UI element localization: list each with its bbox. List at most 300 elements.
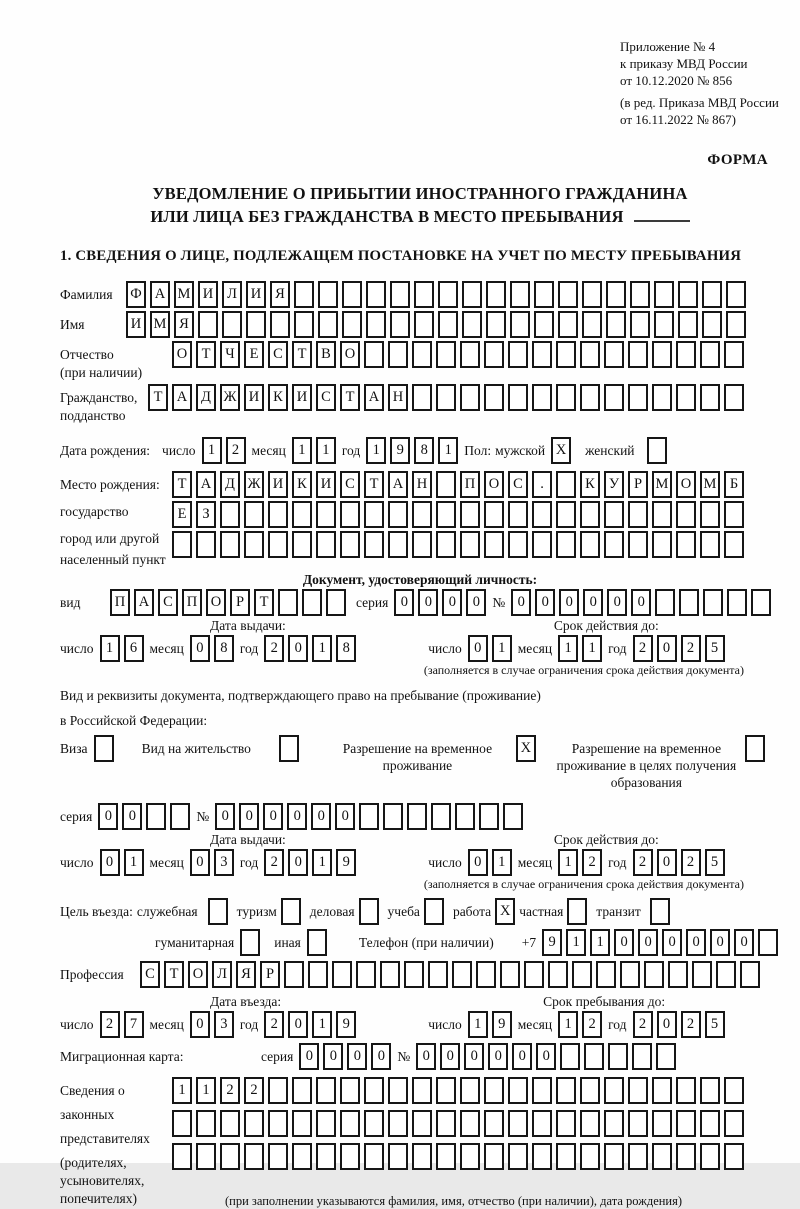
char-cell[interactable] bbox=[676, 1143, 696, 1170]
char-cell[interactable] bbox=[508, 341, 528, 368]
char-cell[interactable] bbox=[500, 961, 520, 988]
citizenship-cells[interactable] bbox=[148, 384, 744, 411]
char-cell[interactable] bbox=[532, 1110, 552, 1137]
char-cell[interactable]: 0 bbox=[288, 849, 308, 876]
res-issue-month-cells[interactable] bbox=[190, 849, 234, 876]
char-cell[interactable]: О bbox=[676, 471, 696, 498]
char-cell[interactable]: Ж bbox=[244, 471, 264, 498]
char-cell[interactable]: С bbox=[316, 384, 336, 411]
char-cell[interactable]: 0 bbox=[559, 589, 579, 616]
res-issue-day-cells[interactable] bbox=[100, 849, 144, 876]
char-cell[interactable] bbox=[438, 281, 458, 308]
char-cell[interactable] bbox=[628, 1110, 648, 1137]
char-cell[interactable] bbox=[342, 281, 362, 308]
purpose-private-checkbox[interactable] bbox=[567, 898, 587, 925]
char-cell[interactable] bbox=[745, 735, 765, 762]
char-cell[interactable] bbox=[724, 1110, 744, 1137]
char-cell[interactable]: 9 bbox=[492, 1011, 512, 1038]
char-cell[interactable] bbox=[534, 311, 554, 338]
char-cell[interactable] bbox=[364, 1143, 384, 1170]
char-cell[interactable] bbox=[596, 961, 616, 988]
char-cell[interactable] bbox=[246, 311, 266, 338]
sex-female-checkbox[interactable] bbox=[647, 437, 667, 464]
char-cell[interactable]: 0 bbox=[263, 803, 283, 830]
char-cell[interactable] bbox=[655, 589, 675, 616]
char-cell[interactable] bbox=[652, 384, 672, 411]
char-cell[interactable] bbox=[460, 1143, 480, 1170]
char-cell[interactable]: 0 bbox=[287, 803, 307, 830]
char-cell[interactable] bbox=[462, 281, 482, 308]
char-cell[interactable]: И bbox=[268, 471, 288, 498]
char-cell[interactable] bbox=[388, 531, 408, 558]
char-cell[interactable] bbox=[198, 311, 218, 338]
char-cell[interactable] bbox=[220, 501, 240, 528]
char-cell[interactable] bbox=[532, 501, 552, 528]
char-cell[interactable]: 1 bbox=[438, 437, 458, 464]
char-cell[interactable] bbox=[582, 311, 602, 338]
char-cell[interactable]: 5 bbox=[705, 1011, 725, 1038]
char-cell[interactable] bbox=[414, 281, 434, 308]
char-cell[interactable]: . bbox=[532, 471, 552, 498]
char-cell[interactable]: М bbox=[150, 311, 170, 338]
char-cell[interactable]: 9 bbox=[542, 929, 562, 956]
doc-number-cells[interactable] bbox=[511, 589, 771, 616]
char-cell[interactable] bbox=[580, 384, 600, 411]
char-cell[interactable]: 0 bbox=[511, 589, 531, 616]
char-cell[interactable] bbox=[316, 1077, 336, 1104]
char-cell[interactable]: Т bbox=[340, 384, 360, 411]
char-cell[interactable] bbox=[700, 1110, 720, 1137]
char-cell[interactable] bbox=[388, 501, 408, 528]
char-cell[interactable]: М bbox=[174, 281, 194, 308]
char-cell[interactable]: 0 bbox=[657, 635, 677, 662]
char-cell[interactable] bbox=[676, 384, 696, 411]
char-cell[interactable]: 0 bbox=[239, 803, 259, 830]
res-valid-month-cells[interactable] bbox=[558, 849, 602, 876]
char-cell[interactable] bbox=[632, 1043, 652, 1070]
char-cell[interactable] bbox=[620, 961, 640, 988]
char-cell[interactable] bbox=[436, 1110, 456, 1137]
char-cell[interactable] bbox=[452, 961, 472, 988]
char-cell[interactable]: О bbox=[206, 589, 226, 616]
char-cell[interactable]: 1 bbox=[492, 849, 512, 876]
char-cell[interactable] bbox=[268, 1077, 288, 1104]
char-cell[interactable] bbox=[414, 311, 434, 338]
char-cell[interactable] bbox=[604, 501, 624, 528]
char-cell[interactable] bbox=[524, 961, 544, 988]
char-cell[interactable]: 0 bbox=[442, 589, 462, 616]
char-cell[interactable]: И bbox=[244, 384, 264, 411]
char-cell[interactable] bbox=[716, 961, 736, 988]
char-cell[interactable]: 9 bbox=[336, 849, 356, 876]
char-cell[interactable]: Т bbox=[292, 341, 312, 368]
char-cell[interactable]: 0 bbox=[662, 929, 682, 956]
char-cell[interactable] bbox=[196, 531, 216, 558]
char-cell[interactable]: 2 bbox=[681, 635, 701, 662]
char-cell[interactable] bbox=[284, 961, 304, 988]
profession-cells[interactable] bbox=[140, 961, 760, 988]
char-cell[interactable]: 0 bbox=[418, 589, 438, 616]
char-cell[interactable] bbox=[532, 341, 552, 368]
char-cell[interactable]: 1 bbox=[558, 1011, 578, 1038]
char-cell[interactable]: 0 bbox=[440, 1043, 460, 1070]
char-cell[interactable]: 8 bbox=[214, 635, 234, 662]
char-cell[interactable]: С bbox=[508, 471, 528, 498]
char-cell[interactable] bbox=[702, 281, 722, 308]
char-cell[interactable]: 0 bbox=[686, 929, 706, 956]
char-cell[interactable]: Д bbox=[220, 471, 240, 498]
char-cell[interactable] bbox=[484, 1110, 504, 1137]
char-cell[interactable] bbox=[628, 1077, 648, 1104]
char-cell[interactable]: Я bbox=[174, 311, 194, 338]
legal-reps-row3-cells[interactable] bbox=[172, 1143, 744, 1170]
char-cell[interactable]: И bbox=[198, 281, 218, 308]
char-cell[interactable]: 0 bbox=[466, 589, 486, 616]
char-cell[interactable] bbox=[556, 384, 576, 411]
char-cell[interactable] bbox=[654, 311, 674, 338]
char-cell[interactable] bbox=[532, 1077, 552, 1104]
char-cell[interactable] bbox=[532, 1143, 552, 1170]
stay-year-cells[interactable] bbox=[633, 1011, 725, 1038]
char-cell[interactable] bbox=[484, 1077, 504, 1104]
surname-cells[interactable] bbox=[126, 281, 746, 308]
char-cell[interactable]: 5 bbox=[705, 849, 725, 876]
char-cell[interactable] bbox=[94, 735, 114, 762]
char-cell[interactable]: 1 bbox=[558, 849, 578, 876]
doc-valid-month-cells[interactable] bbox=[558, 635, 602, 662]
char-cell[interactable] bbox=[390, 311, 410, 338]
char-cell[interactable] bbox=[510, 311, 530, 338]
char-cell[interactable]: 0 bbox=[631, 589, 651, 616]
char-cell[interactable] bbox=[340, 1143, 360, 1170]
birth-day-cells[interactable] bbox=[202, 437, 246, 464]
residence-permit-checkbox[interactable] bbox=[279, 735, 299, 762]
char-cell[interactable]: 2 bbox=[582, 849, 602, 876]
char-cell[interactable] bbox=[294, 311, 314, 338]
char-cell[interactable] bbox=[390, 281, 410, 308]
char-cell[interactable] bbox=[724, 501, 744, 528]
char-cell[interactable] bbox=[604, 1143, 624, 1170]
char-cell[interactable]: 0 bbox=[347, 1043, 367, 1070]
char-cell[interactable]: А bbox=[150, 281, 170, 308]
temp-residence-checkbox[interactable] bbox=[516, 735, 536, 762]
char-cell[interactable] bbox=[388, 1077, 408, 1104]
char-cell[interactable] bbox=[281, 898, 301, 925]
char-cell[interactable]: 2 bbox=[220, 1077, 240, 1104]
char-cell[interactable]: А bbox=[172, 384, 192, 411]
char-cell[interactable] bbox=[292, 1077, 312, 1104]
char-cell[interactable]: Л bbox=[222, 281, 242, 308]
char-cell[interactable] bbox=[278, 589, 298, 616]
char-cell[interactable] bbox=[359, 803, 379, 830]
char-cell[interactable]: Е bbox=[172, 501, 192, 528]
char-cell[interactable]: И bbox=[246, 281, 266, 308]
char-cell[interactable]: Я bbox=[236, 961, 256, 988]
char-cell[interactable]: X bbox=[495, 898, 515, 925]
char-cell[interactable]: А bbox=[196, 471, 216, 498]
char-cell[interactable]: 0 bbox=[100, 849, 120, 876]
char-cell[interactable] bbox=[412, 384, 432, 411]
char-cell[interactable] bbox=[700, 384, 720, 411]
char-cell[interactable] bbox=[630, 281, 650, 308]
doc-issue-month-cells[interactable] bbox=[190, 635, 234, 662]
char-cell[interactable] bbox=[508, 1110, 528, 1137]
char-cell[interactable]: 1 bbox=[492, 635, 512, 662]
char-cell[interactable] bbox=[652, 341, 672, 368]
char-cell[interactable]: О bbox=[340, 341, 360, 368]
char-cell[interactable]: 1 bbox=[312, 849, 332, 876]
char-cell[interactable] bbox=[628, 384, 648, 411]
char-cell[interactable]: Е bbox=[244, 341, 264, 368]
purpose-official-checkbox[interactable] bbox=[208, 898, 228, 925]
char-cell[interactable] bbox=[340, 1110, 360, 1137]
char-cell[interactable] bbox=[606, 281, 626, 308]
char-cell[interactable]: 0 bbox=[190, 635, 210, 662]
char-cell[interactable] bbox=[628, 1143, 648, 1170]
char-cell[interactable] bbox=[208, 898, 228, 925]
char-cell[interactable] bbox=[558, 281, 578, 308]
char-cell[interactable] bbox=[460, 531, 480, 558]
char-cell[interactable] bbox=[462, 311, 482, 338]
char-cell[interactable] bbox=[366, 281, 386, 308]
char-cell[interactable] bbox=[268, 1110, 288, 1137]
char-cell[interactable]: 9 bbox=[390, 437, 410, 464]
birth-year-cells[interactable] bbox=[366, 437, 458, 464]
char-cell[interactable]: 7 bbox=[124, 1011, 144, 1038]
char-cell[interactable]: А bbox=[364, 384, 384, 411]
char-cell[interactable] bbox=[436, 1143, 456, 1170]
char-cell[interactable] bbox=[532, 384, 552, 411]
char-cell[interactable] bbox=[484, 1143, 504, 1170]
char-cell[interactable] bbox=[294, 281, 314, 308]
char-cell[interactable] bbox=[460, 501, 480, 528]
char-cell[interactable] bbox=[508, 531, 528, 558]
char-cell[interactable] bbox=[758, 929, 778, 956]
char-cell[interactable] bbox=[412, 1077, 432, 1104]
char-cell[interactable] bbox=[292, 501, 312, 528]
char-cell[interactable]: 0 bbox=[734, 929, 754, 956]
char-cell[interactable]: Т bbox=[196, 341, 216, 368]
char-cell[interactable]: 2 bbox=[633, 1011, 653, 1038]
char-cell[interactable]: Т bbox=[364, 471, 384, 498]
char-cell[interactable]: 3 bbox=[214, 1011, 234, 1038]
char-cell[interactable] bbox=[484, 384, 504, 411]
char-cell[interactable] bbox=[604, 1110, 624, 1137]
purpose-work-checkbox[interactable] bbox=[495, 898, 515, 925]
char-cell[interactable]: Б bbox=[724, 471, 744, 498]
char-cell[interactable]: 1 bbox=[292, 437, 312, 464]
char-cell[interactable] bbox=[366, 311, 386, 338]
char-cell[interactable] bbox=[676, 501, 696, 528]
char-cell[interactable]: 0 bbox=[416, 1043, 436, 1070]
char-cell[interactable] bbox=[316, 1110, 336, 1137]
char-cell[interactable] bbox=[455, 803, 475, 830]
char-cell[interactable] bbox=[484, 501, 504, 528]
char-cell[interactable]: Т bbox=[254, 589, 274, 616]
char-cell[interactable] bbox=[652, 501, 672, 528]
char-cell[interactable] bbox=[652, 531, 672, 558]
char-cell[interactable]: В bbox=[316, 341, 336, 368]
char-cell[interactable] bbox=[364, 531, 384, 558]
char-cell[interactable] bbox=[532, 531, 552, 558]
char-cell[interactable] bbox=[556, 1077, 576, 1104]
char-cell[interactable] bbox=[316, 531, 336, 558]
char-cell[interactable] bbox=[556, 1143, 576, 1170]
purpose-study-checkbox[interactable] bbox=[424, 898, 444, 925]
char-cell[interactable] bbox=[727, 589, 747, 616]
char-cell[interactable]: 6 bbox=[124, 635, 144, 662]
char-cell[interactable] bbox=[240, 929, 260, 956]
char-cell[interactable]: И bbox=[292, 384, 312, 411]
char-cell[interactable]: 2 bbox=[264, 635, 284, 662]
char-cell[interactable]: 0 bbox=[468, 849, 488, 876]
char-cell[interactable] bbox=[580, 1143, 600, 1170]
char-cell[interactable] bbox=[460, 341, 480, 368]
entry-month-cells[interactable] bbox=[190, 1011, 234, 1038]
char-cell[interactable] bbox=[292, 531, 312, 558]
visa-checkbox[interactable] bbox=[94, 735, 114, 762]
char-cell[interactable] bbox=[484, 341, 504, 368]
char-cell[interactable] bbox=[580, 531, 600, 558]
char-cell[interactable] bbox=[438, 311, 458, 338]
char-cell[interactable]: И bbox=[316, 471, 336, 498]
purpose-other-checkbox[interactable] bbox=[307, 929, 327, 956]
char-cell[interactable] bbox=[412, 501, 432, 528]
char-cell[interactable] bbox=[679, 589, 699, 616]
doc-issue-day-cells[interactable] bbox=[100, 635, 144, 662]
char-cell[interactable] bbox=[380, 961, 400, 988]
char-cell[interactable] bbox=[268, 1143, 288, 1170]
char-cell[interactable] bbox=[364, 1077, 384, 1104]
char-cell[interactable] bbox=[340, 531, 360, 558]
char-cell[interactable]: 0 bbox=[488, 1043, 508, 1070]
stay-month-cells[interactable] bbox=[558, 1011, 602, 1038]
char-cell[interactable]: Т bbox=[164, 961, 184, 988]
char-cell[interactable]: 2 bbox=[264, 849, 284, 876]
char-cell[interactable]: Н bbox=[388, 384, 408, 411]
char-cell[interactable] bbox=[584, 1043, 604, 1070]
char-cell[interactable]: 0 bbox=[468, 635, 488, 662]
char-cell[interactable] bbox=[644, 961, 664, 988]
char-cell[interactable] bbox=[244, 531, 264, 558]
char-cell[interactable] bbox=[582, 281, 602, 308]
char-cell[interactable]: 1 bbox=[558, 635, 578, 662]
char-cell[interactable] bbox=[724, 341, 744, 368]
char-cell[interactable] bbox=[244, 1143, 264, 1170]
char-cell[interactable] bbox=[342, 311, 362, 338]
char-cell[interactable] bbox=[700, 531, 720, 558]
purpose-business-checkbox[interactable] bbox=[359, 898, 379, 925]
char-cell[interactable] bbox=[556, 1110, 576, 1137]
char-cell[interactable]: 2 bbox=[100, 1011, 120, 1038]
phone-number-cells[interactable] bbox=[542, 929, 778, 956]
char-cell[interactable] bbox=[702, 311, 722, 338]
char-cell[interactable]: П bbox=[460, 471, 480, 498]
char-cell[interactable]: С bbox=[340, 471, 360, 498]
res-issue-year-cells[interactable] bbox=[264, 849, 356, 876]
char-cell[interactable] bbox=[724, 531, 744, 558]
char-cell[interactable]: 0 bbox=[190, 1011, 210, 1038]
char-cell[interactable] bbox=[388, 1143, 408, 1170]
char-cell[interactable]: 1 bbox=[582, 635, 602, 662]
char-cell[interactable]: 1 bbox=[124, 849, 144, 876]
char-cell[interactable]: С bbox=[268, 341, 288, 368]
char-cell[interactable]: 0 bbox=[583, 589, 603, 616]
char-cell[interactable]: 2 bbox=[264, 1011, 284, 1038]
char-cell[interactable]: Ч bbox=[220, 341, 240, 368]
char-cell[interactable] bbox=[628, 531, 648, 558]
char-cell[interactable] bbox=[436, 341, 456, 368]
char-cell[interactable]: 0 bbox=[512, 1043, 532, 1070]
char-cell[interactable] bbox=[751, 589, 771, 616]
char-cell[interactable] bbox=[428, 961, 448, 988]
char-cell[interactable]: Д bbox=[196, 384, 216, 411]
char-cell[interactable] bbox=[724, 1143, 744, 1170]
char-cell[interactable]: 0 bbox=[535, 589, 555, 616]
char-cell[interactable] bbox=[460, 1110, 480, 1137]
char-cell[interactable]: 0 bbox=[299, 1043, 319, 1070]
char-cell[interactable]: Я bbox=[270, 281, 290, 308]
char-cell[interactable]: М bbox=[652, 471, 672, 498]
char-cell[interactable]: Ж bbox=[220, 384, 240, 411]
char-cell[interactable] bbox=[580, 341, 600, 368]
char-cell[interactable]: К bbox=[580, 471, 600, 498]
char-cell[interactable] bbox=[279, 735, 299, 762]
char-cell[interactable] bbox=[412, 1110, 432, 1137]
char-cell[interactable]: Л bbox=[212, 961, 232, 988]
char-cell[interactable]: 0 bbox=[638, 929, 658, 956]
mig-number-cells[interactable] bbox=[416, 1043, 676, 1070]
char-cell[interactable]: 1 bbox=[468, 1011, 488, 1038]
char-cell[interactable] bbox=[556, 501, 576, 528]
char-cell[interactable]: 1 bbox=[590, 929, 610, 956]
char-cell[interactable]: 2 bbox=[633, 849, 653, 876]
char-cell[interactable] bbox=[652, 1143, 672, 1170]
char-cell[interactable] bbox=[292, 1143, 312, 1170]
char-cell[interactable] bbox=[404, 961, 424, 988]
char-cell[interactable]: 0 bbox=[323, 1043, 343, 1070]
purpose-tourism-checkbox[interactable] bbox=[281, 898, 301, 925]
char-cell[interactable]: 1 bbox=[366, 437, 386, 464]
char-cell[interactable] bbox=[388, 341, 408, 368]
char-cell[interactable] bbox=[676, 1110, 696, 1137]
temp-residence-edu-checkbox[interactable] bbox=[745, 735, 765, 762]
char-cell[interactable] bbox=[556, 531, 576, 558]
char-cell[interactable] bbox=[508, 501, 528, 528]
char-cell[interactable] bbox=[316, 501, 336, 528]
char-cell[interactable]: 3 bbox=[214, 849, 234, 876]
char-cell[interactable] bbox=[652, 1077, 672, 1104]
char-cell[interactable] bbox=[412, 531, 432, 558]
char-cell[interactable]: Р bbox=[628, 471, 648, 498]
char-cell[interactable] bbox=[486, 311, 506, 338]
res-number-cells[interactable] bbox=[215, 803, 523, 830]
char-cell[interactable] bbox=[608, 1043, 628, 1070]
char-cell[interactable] bbox=[726, 311, 746, 338]
entry-year-cells[interactable] bbox=[264, 1011, 356, 1038]
char-cell[interactable]: О bbox=[188, 961, 208, 988]
char-cell[interactable] bbox=[332, 961, 352, 988]
char-cell[interactable] bbox=[606, 311, 626, 338]
char-cell[interactable] bbox=[604, 531, 624, 558]
char-cell[interactable] bbox=[436, 531, 456, 558]
char-cell[interactable] bbox=[318, 281, 338, 308]
char-cell[interactable]: К bbox=[292, 471, 312, 498]
purpose-transit-checkbox[interactable] bbox=[650, 898, 670, 925]
char-cell[interactable] bbox=[292, 1110, 312, 1137]
char-cell[interactable] bbox=[424, 898, 444, 925]
char-cell[interactable] bbox=[567, 898, 587, 925]
